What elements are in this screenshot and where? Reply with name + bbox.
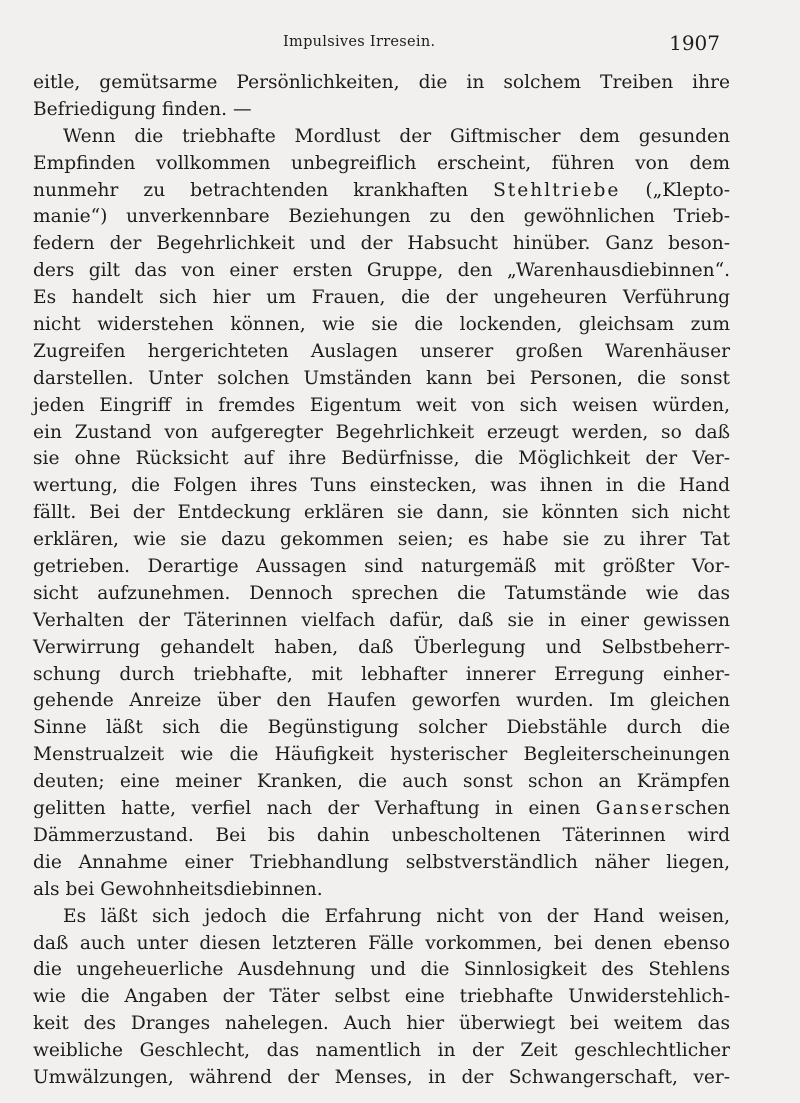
text-line: wie die Angaben der Täter selbst eine triebhafte Unwiderstehlich- (33, 986, 730, 1008)
text-line: darstellen. Unter solchen Umständen kann bei Personen, die sonst (33, 367, 730, 389)
text-line: Wenn die triebhafte Mordlust der Giftmischer dem gesunden (63, 125, 730, 147)
text-segment: gelitten hatte, verfiel nach der Verhaftung in einen (33, 798, 596, 820)
text-line: deuten; eine meiner Kranken, die auch sonst schon an Krämpfen (33, 771, 730, 793)
text-line: wertung, die Folgen ihres Tuns einstecken, was ihnen in die Hand (33, 475, 730, 497)
text-line: als bei Gewohnheitsdiebinnen. (33, 878, 323, 900)
text-line: Befriedigung finden. — (33, 98, 252, 120)
text-line: jeden Eingriff in fremdes Eigentum weit von sich weisen würden, (33, 394, 730, 416)
text-line: ders gilt das von einer ersten Gruppe, den „Warenhausdiebinnen“. (33, 260, 730, 282)
body-text (33, 70, 730, 1092)
text-line: Es läßt sich jedoch die Erfahrung nicht von der Hand weisen, (63, 905, 730, 927)
text-line: Menstrualzeit wie die Häufigkeit hysterischer Begleiterscheinungen (33, 744, 730, 766)
text-line: die ungeheuerliche Ausdehnung und die Sinnlosigkeit des Stehlens (33, 959, 730, 981)
text-line: gehende Anreize über den Haufen geworfen wurden. Im gleichen (33, 690, 730, 712)
text-line: keit des Dranges nahelegen. Auch hier überwiegt bei weitem das (33, 1013, 730, 1035)
page-header (283, 32, 720, 56)
text-line: erklären, wie sie dazu gekommen seien; es habe sie zu ihrer Tat (33, 529, 730, 551)
text-line (33, 796, 730, 823)
text-line: Umwälzungen, während der Menses, in der Schwangerschaft, ver- (33, 1066, 730, 1088)
text-line: Zugreifen hergerichteten Auslagen unserer großen Warenhäuser (33, 340, 730, 362)
text-line: sicht aufzunehmen. Dennoch sprechen die Tatumstände wie das (33, 582, 730, 604)
text-line: eitle, gemütsarme Persönlichkeiten, die in solchem Treiben ihre (33, 72, 730, 93)
emphasized-term: Stehltriebe (493, 179, 621, 201)
text-line: sie ohne Rücksicht auf ihre Bedürfnisse, die Möglichkeit der Ver- (33, 448, 730, 470)
text-line: ein Zustand von aufgeregter Begehrlichkeit erzeugt werden, so daß (33, 421, 730, 443)
text-line: manie“) unverkennbare Beziehungen zu den gewöhnlichen Trieb- (33, 206, 730, 228)
text-line: die Annahme einer Triebhandlung selbstverständlich näher liegen, (33, 851, 730, 873)
text-line (33, 178, 730, 205)
text-line: daß auch unter diesen letzteren Fälle vorkommen, bei denen ebenso (33, 932, 730, 954)
text-segment: nunmehr zu betrachtenden krankhaften (33, 179, 494, 201)
running-title: Impulsives Irresein. (283, 34, 436, 50)
text-segment: schen (675, 798, 730, 820)
text-line: Dämmerzustand. Bei bis dahin unbescholtenen Täterinnen wird (33, 824, 730, 846)
text-line: getrieben. Derartige Aussagen sind naturgemäß mit größter Vor- (33, 556, 730, 578)
text-segment: („Klepto- (620, 179, 730, 201)
text-line: schung durch triebhafte, mit lebhafter innerer Erregung einher- (33, 663, 730, 685)
text-line: Empfinden vollkommen unbegreiflich erscheint, führen von dem (33, 152, 730, 174)
text-line: nicht widerstehen können, wie sie die lockenden, gleichsam zum (33, 314, 730, 336)
text-line: weibliche Geschlecht, das namentlich in der Zeit geschlechtlicher (33, 1040, 730, 1062)
text-line: federn der Begehrlichkeit und der Habsucht hinüber. Ganz beson- (33, 233, 730, 255)
text-line: fällt. Bei der Entdeckung erklären sie dann, sie könnten sich nicht (33, 502, 730, 524)
emphasized-name: Ganser (595, 798, 676, 820)
text-line: Sinne läßt sich die Begünstigung solcher Diebstähle durch die (33, 717, 730, 739)
text-line: Es handelt sich hier um Frauen, die der ungeheuren Verführung (33, 287, 730, 309)
text-line: Verwirrung gehandelt haben, daß Überlegung und Selbstbeherr- (33, 636, 730, 658)
text-line: Verhalten der Täterinnen vielfach dafür, daß sie in einer gewissen (33, 609, 730, 631)
page-number: 1907 (669, 31, 720, 55)
